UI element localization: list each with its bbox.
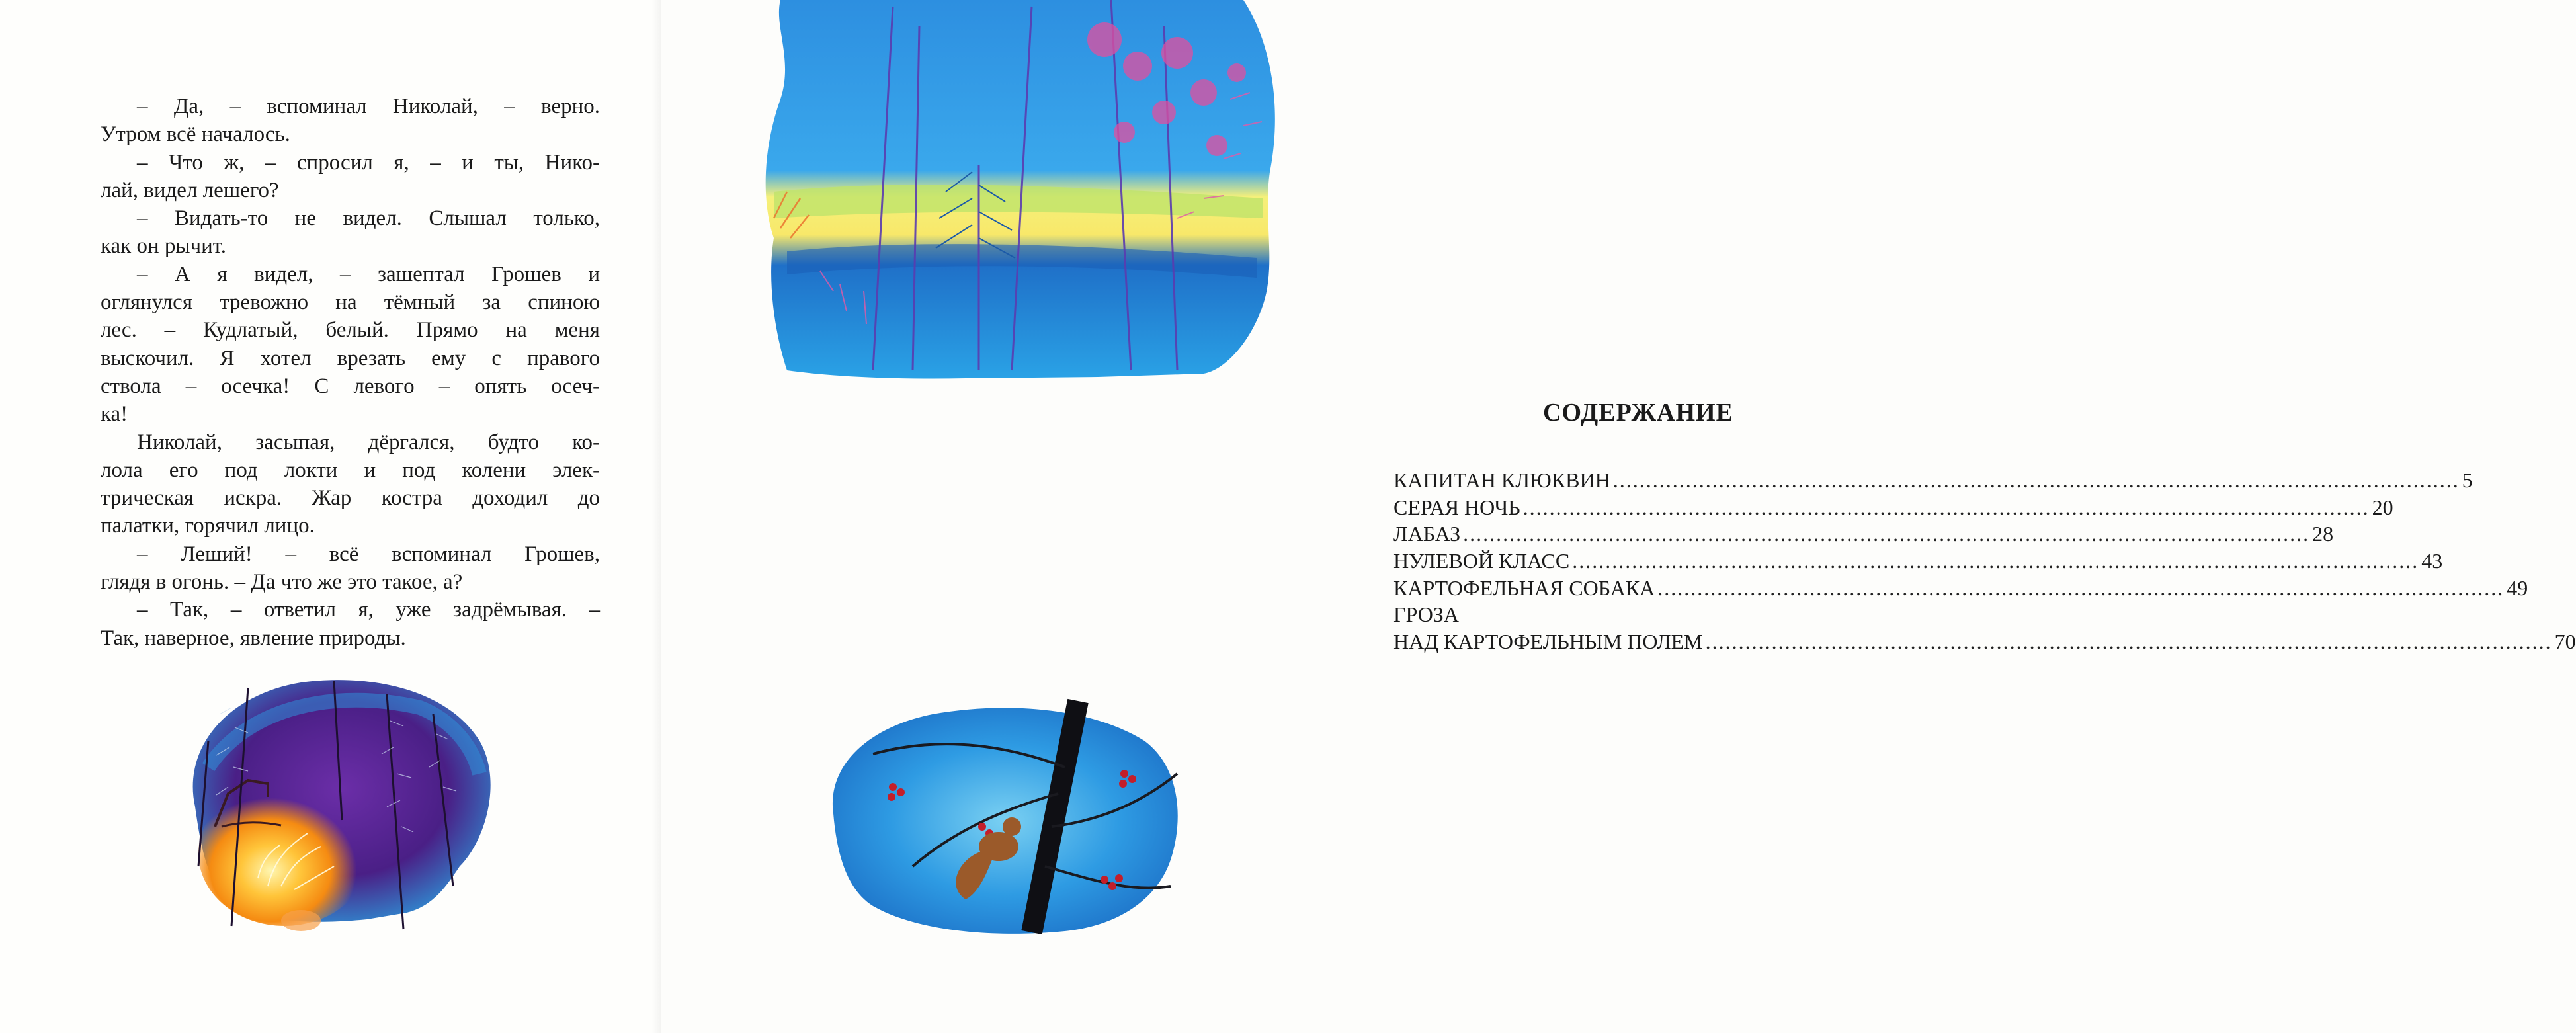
campfire-illustration xyxy=(169,668,506,936)
toc-entry xyxy=(1393,494,2393,521)
text-line: трическая искра. Жар костра доходил до xyxy=(101,486,600,511)
toc-entry xyxy=(1393,548,2443,575)
paragraph xyxy=(101,261,600,429)
toc-leader-dots xyxy=(1569,548,2421,575)
toc-entry xyxy=(1393,575,2528,602)
paragraph xyxy=(101,429,600,540)
paragraph xyxy=(101,149,600,205)
paragraph xyxy=(101,596,600,652)
toc-entry-page: 70 xyxy=(2554,630,2576,654)
forest-illustration xyxy=(701,0,1296,384)
toc-entry-title: ЛАБАЗ xyxy=(1393,522,1461,546)
table-of-contents xyxy=(1393,467,2576,655)
toc-entry xyxy=(1393,467,2473,494)
toc-entry-page: 20 xyxy=(2372,495,2393,519)
text-line: палатки, горячил лицо. xyxy=(101,514,315,538)
toc-title: СОДЕРЖАНИЕ xyxy=(1543,399,1733,427)
squirrel-illustration xyxy=(813,694,1190,939)
paragraph xyxy=(101,540,600,597)
text-line: – Видать-то не видел. Слышал только, xyxy=(137,206,600,231)
text-line: лола его под локти и под колени элек- xyxy=(101,458,600,482)
text-line: – Леший! – всё вспоминал Грошев, xyxy=(137,542,600,566)
toc-entry xyxy=(1393,520,2334,548)
paragraph xyxy=(101,204,600,261)
toc-entry-title: НАД КАРТОФЕЛЬНЫМ ПОЛЕМ xyxy=(1393,630,1703,654)
text-line: как он рычит. xyxy=(101,234,226,259)
text-line: ствола – осечка! С левого – опять осеч- xyxy=(101,374,600,398)
text-line: – Так, – ответил я, уже задрёмывая. – xyxy=(137,598,600,622)
text-line: – А я видел, – зашептал Грошев и xyxy=(137,262,600,286)
text-line: Утром всё началось. xyxy=(101,122,290,147)
toc-entry xyxy=(1393,628,2576,655)
toc-entry-page: 49 xyxy=(2507,575,2528,600)
toc-entry-title: КАПИТАН КЛЮКВИН xyxy=(1393,468,1610,492)
toc-entry-title: КАРТОФЕЛЬНАЯ СОБАКА xyxy=(1393,575,1655,600)
text-line: Николай, засыпая, дёргался, будто ко- xyxy=(137,430,600,454)
text-line: Так, наверное, явление природы. xyxy=(101,626,406,650)
left-page xyxy=(0,0,661,1033)
text-line: ка! xyxy=(101,402,128,427)
right-page xyxy=(661,0,2576,1033)
story-text xyxy=(101,93,600,652)
toc-entry-page: 43 xyxy=(2421,549,2443,573)
text-line: оглянулся тревожно на тёмный за спиною xyxy=(101,290,600,315)
toc-leader-dots xyxy=(1520,494,2372,521)
toc-leader-dots xyxy=(1655,575,2507,602)
toc-entry-page: 28 xyxy=(2312,522,2334,546)
text-line: глядя в огонь. – Да что же это такое, а? xyxy=(101,570,463,595)
toc-leader-dots xyxy=(1703,628,2555,655)
toc-entry-title: ГРОЗА xyxy=(1393,602,1459,627)
toc-entry-page: 5 xyxy=(2462,468,2473,492)
toc-entry-title: СЕРАЯ НОЧЬ xyxy=(1393,495,1520,519)
text-line: выскочил. Я хотел врезать ему с правого xyxy=(101,346,600,370)
text-line: лес. – Кудлатый, белый. Прямо на меня xyxy=(101,318,600,343)
text-line: лай, видел лешего? xyxy=(101,178,279,202)
toc-entry xyxy=(1393,601,1883,628)
text-line: – Да, – вспоминал Николай, – верно. xyxy=(137,95,600,118)
toc-leader-dots xyxy=(1460,520,2312,548)
paragraph xyxy=(101,93,600,149)
toc-entry-title: НУЛЕВОЙ КЛАСС xyxy=(1393,549,1570,573)
toc-leader-dots xyxy=(1610,467,2462,494)
text-line: – Что ж, – спросил я, – и ты, Нико- xyxy=(137,150,600,175)
